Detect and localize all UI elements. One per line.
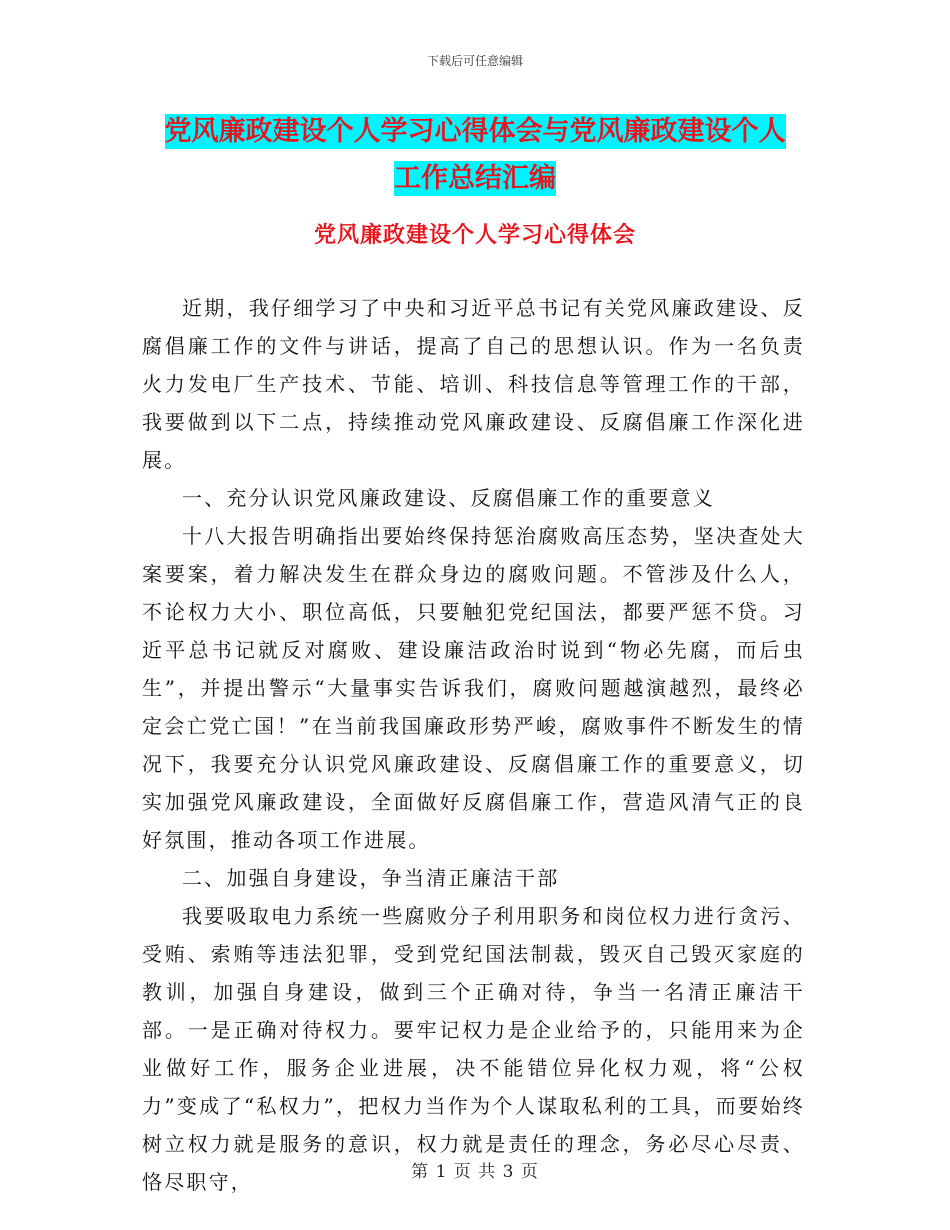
header-note: 下载后可任意编辑: [426, 54, 523, 68]
document-title: [140, 108, 810, 202]
page-number-footer: 第 1 页 共 3 页: [411, 1162, 539, 1182]
section-title: 党风廉政建设个人学习心得体会: [313, 223, 636, 248]
paragraph-one: 十八大报告明确指出要始终保持惩治腐败高压态势，坚决查处大案要案，着力解决发生在群众身边的腐败问题。不管涉及什么人，不论权力大小、职位高低，只要触犯党纪国法，都要严惩不贷。习近平总书记就反对腐败、建设廉洁政治时说到“物必先腐，而后虫生”，并提出警示“大量事实告诉我们，腐败问题越演越烈，最终必定会亡党亡国！”在当前我国廉政形势严峻，腐败事件不断发生的情况下，我要充分认识党风廉政建设、反腐倡廉工作的重要意义，切实加强党风廉政建设，全面做好反腐倡廉工作，营造风清气正的良好氛围，推动各项工作进展。: [142, 524, 805, 852]
document-title-line-2: 工作总结汇编: [394, 163, 556, 194]
heading-one: 一、充分认识党风廉政建设、反腐倡廉工作的重要意义: [182, 486, 715, 510]
document-title-line-1: 党风廉政建设个人学习心得体会与党风廉政建设个人: [164, 116, 786, 147]
document-body: [142, 289, 805, 1201]
paragraph-two: 我要吸取电力系统一些腐败分子利用职务和岗位权力进行贪污、受贿、索贿等违法犯罪，受到党纪国法制裁，毁灭自己毁灭家庭的教训，加强自身建设，做到三个正确对待，争当一名清正廉洁干部。一是正确对待权力。要牢记权力是企业给予的，只能用来为企业做好工作，服务企业进展，决不能错位异化权力观，将“公权力”变成了“私权力”，把权力当作为个人谋取私利的工具，而要始终树立权力就是服务的意识，权力就是责任的理念，务必尽心尽责、恪尽职守，: [142, 904, 805, 1194]
paragraph-intro: 近期，我仔细学习了中央和习近平总书记有关党风廉政建设、反腐倡廉工作的文件与讲话，提高了自己的思想认识。作为一名负责火力发电厂生产技术、节能、培训、科技信息等管理工作的干部，我要做到以下二点，持续推动党风廉政建设、反腐倡廉工作深化进展。: [142, 296, 805, 472]
heading-two: 二、加强自身建设，争当清正廉洁干部: [182, 866, 560, 890]
